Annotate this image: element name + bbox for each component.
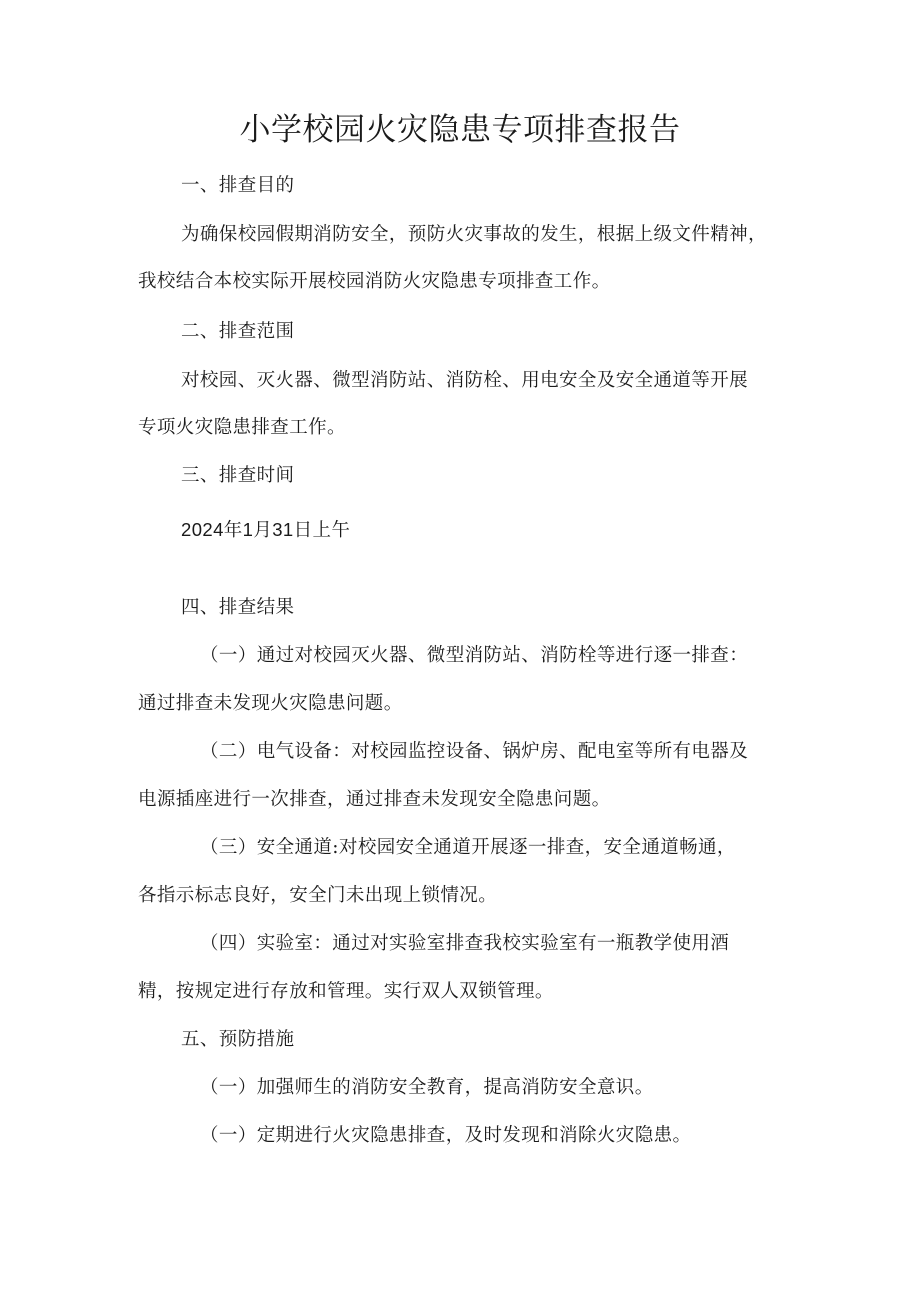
paragraph-line: （一）定期进行火灾隐患排查，及时发现和消除火灾隐患。 [200,1125,692,1146]
paragraph-line: （三）安全通道:对校园安全通道开展逐一排查，安全通道畅通， [200,837,736,858]
section-heading-time: 三、排查时间 [181,465,295,486]
section-heading-scope: 二、排查范围 [181,321,295,342]
paragraph-line: （四）实验室：通过对实验室排查我校实验室有一瓶教学使用酒 [200,933,730,954]
paragraph-line: 为确保校园假期消防安全，预防火灾事故的发生，根据上级文件精神， [181,224,767,245]
paragraph-line: 对校园、灭火器、微型消防站、消防栓、用电安全及安全通道等开展 [181,370,749,391]
inspection-date: 2024年1月31日上午 [181,519,351,540]
paragraph-line: （一）通过对校园灭火器、微型消防站、消防栓等进行逐一排查： [200,645,749,666]
document-title: 小学校园火灾隐患专项排查报告 [239,112,681,148]
paragraph-line: 各指示标志良好，安全门未出现上锁情况。 [138,885,498,906]
section-heading-purpose: 一、排查目的 [181,175,295,196]
section-heading-results: 四、排查结果 [181,597,295,618]
paragraph-line: 电源插座进行一次排查，通过排查未发现安全隐患问题。 [138,789,611,810]
paragraph-line: （二）电气设备：对校园监控设备、锅炉房、配电室等所有电器及 [200,741,749,762]
paragraph-line: 专项火灾隐患排查工作。 [138,417,346,438]
paragraph-line: 我校结合本校实际开展校园消防火灾隐患专项排查工作。 [138,271,611,292]
paragraph-line: 精，按规定进行存放和管理。实行双人双锁管理。 [138,981,554,1002]
section-heading-measures: 五、预防措施 [181,1029,295,1050]
paragraph-line: 通过排查未发现火灾隐患问题。 [138,693,403,714]
paragraph-line: （一）加强师生的消防安全教育，提高消防安全意识。 [200,1077,654,1098]
